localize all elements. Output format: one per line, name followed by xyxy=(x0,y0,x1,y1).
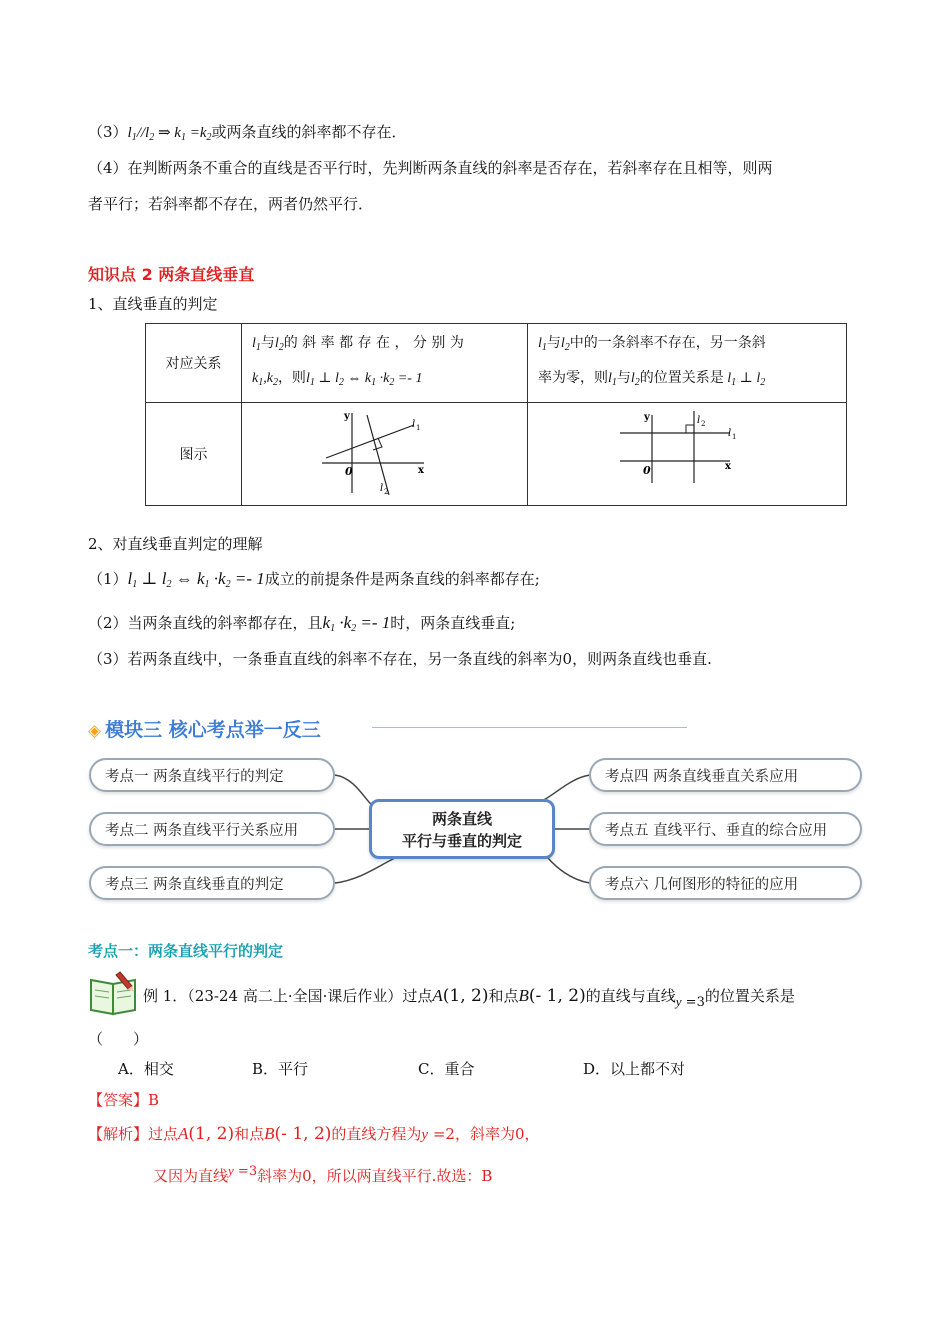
svg-text:l: l xyxy=(728,428,732,439)
row-label-figure: 图示 xyxy=(146,403,242,506)
knowledge-point-title: 知识点 2 两条直线垂直 xyxy=(88,265,255,284)
svg-text:l: l xyxy=(380,483,384,494)
formula-parallel: $l_1//l_2$ ⇒ $k_1 =k_2$ xyxy=(127,125,212,143)
understanding-2: （2）当两条直线的斜率都存在，且$k_1 \cdot k_2 =- 1$时，两条直线垂直; xyxy=(88,613,516,634)
item-4-line1: （4）在判断两条不重合的直线是否平行时，先判断两条直线的斜率是否存在，若斜率存在且相等，则两 xyxy=(88,159,773,177)
svg-text:x: x xyxy=(725,461,731,472)
svg-text:l: l xyxy=(412,419,416,430)
svg-text:0: 0 xyxy=(345,465,353,478)
topic-pill-1[interactable]: 考点一 两条直线平行的判定 xyxy=(89,758,335,792)
option-c[interactable]: C．重合 xyxy=(418,1060,475,1078)
svg-text:y: y xyxy=(644,412,650,423)
topic-pill-3[interactable]: 考点三 两条直线垂直的判定 xyxy=(89,866,335,900)
analysis-line-2: 又因为直线y =3斜率为0，所以两直线平行.故选：B xyxy=(153,1163,493,1185)
module-title: ◈ 模块三 核心考点举一反三 xyxy=(88,719,321,741)
option-a[interactable]: A．相交 xyxy=(118,1060,174,1078)
svg-text:1: 1 xyxy=(416,424,421,432)
topic-pill-2[interactable]: 考点二 两条直线平行关系应用 xyxy=(89,812,335,846)
double-chevron-icon: ◈ xyxy=(88,721,102,741)
book-pencil-icon xyxy=(88,970,140,1016)
option-d[interactable]: D．以上都不对 xyxy=(583,1060,686,1078)
topic-pill-5[interactable]: 考点五 直线平行、垂直的综合应用 xyxy=(589,812,862,846)
item-3: $(3)l_1//l_2$ ⇒ $k_1 =k_2$或两条直线的斜率都不存在． xyxy=(88,123,407,143)
item-4-line2: 者平行；若斜率都不存在，两者仍然平行． xyxy=(88,195,374,213)
analysis-line-1: 【解析】过点A(1, 2)和点B(- 1, 2)的直线方程为y =2，斜率为0， xyxy=(88,1124,540,1144)
svg-text:0: 0 xyxy=(643,464,651,477)
example-1: 例 1．（23-24 高二上·全国·课后作业）过点A(1, 2)和点B(- 1, 2)的直线与直线y =3的位置关系是 xyxy=(143,986,795,1010)
kaodian-heading: 考点一：两条直线平行的判定 xyxy=(88,942,284,960)
row-label-relation: 对应关系 xyxy=(146,324,242,403)
topic-pill-6[interactable]: 考点六 几何图形的特征的应用 xyxy=(589,866,862,900)
answer-paren: （ ） xyxy=(88,1030,149,1048)
mindmap-center: 两条直线 平行与垂直的判定 xyxy=(369,799,555,859)
understanding-1: $(1)l_1$ ⊥ $l_2$ ⇔ $k_1 \cdot k_2 =- 1$成立的前提条件是两条直线的斜率都存在; xyxy=(88,569,540,590)
answer-line: 【答案】B xyxy=(88,1091,160,1109)
svg-text:y: y xyxy=(344,411,350,422)
option-b[interactable]: B．平行 xyxy=(252,1060,309,1078)
svg-text:l: l xyxy=(697,415,701,426)
svg-text:2: 2 xyxy=(384,488,389,496)
svg-text:1: 1 xyxy=(732,433,737,441)
topic-pill-4[interactable]: 考点四 两条直线垂直关系应用 xyxy=(589,758,862,792)
understanding-3: （3）若两条直线中，一条垂直直线的斜率不存在，另一条直线的斜率为0，则两条直线也垂直. xyxy=(88,650,712,668)
svg-text:x: x xyxy=(418,465,424,476)
subheading-1: 1、直线垂直的判定 xyxy=(88,295,218,313)
cell-slope-exists: $l_1$与$l_2$的 斜 率 都 存 在 ， 分 别 为 $k_1,k_2$，则$l_1$ ⊥ $l_2$ ⇔ $k_1 \cdot k_2 =- 1$ xyxy=(242,324,528,403)
cell-slope-not-exists: $l_1$与$l_2$中的一条斜率不存在，另一条斜 率为零，则$l_1$与$l_2$的位置关系是 $l_1$ ⊥ $l_2$ xyxy=(528,324,847,403)
svg-text:2: 2 xyxy=(701,420,706,428)
subheading-2: 2、对直线垂直判定的理解 xyxy=(88,535,263,553)
